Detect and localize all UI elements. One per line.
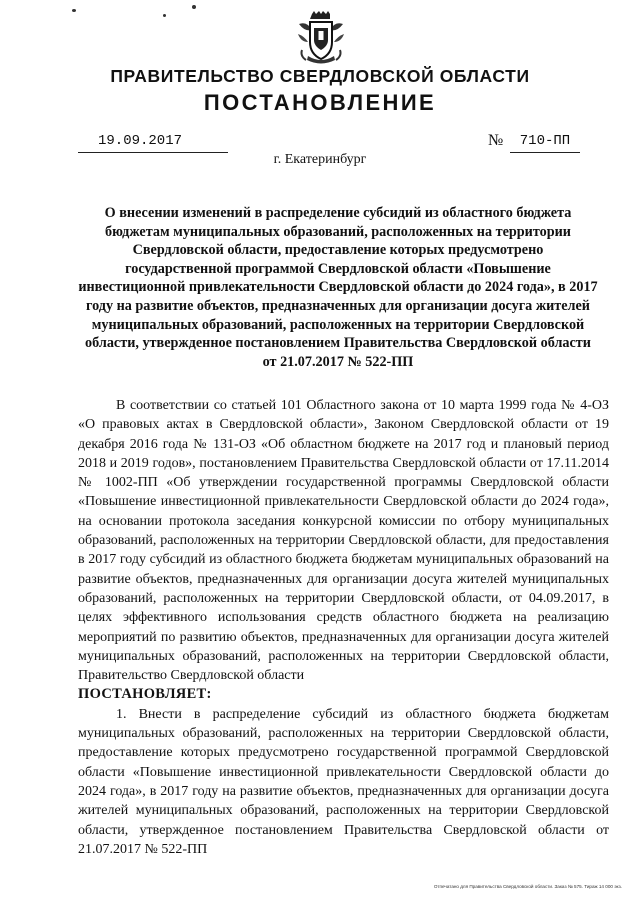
city-line: г. Екатеринбург bbox=[273, 152, 367, 167]
item-1-paragraph: 1. Внести в распределение субсидий из областного бюджета бюджетам муниципальных образований, расположенных на территории Свердловской области, предоставление которых предусмотрено государственной программой Свердловской области «Повышение инвестиционной привлекательности Свердловской области до 2024 года», в 2017 году на развитие объектов, предназначенных для организации досуга жителей муниципальных образований, расположенных на территории Свердловской области, утвержденное постановлением Правительства Свердловской области от 21.07.2017 № 522-ПП bbox=[78, 706, 609, 857]
date-field bbox=[78, 133, 228, 153]
decree-word: ПОСТАНОВЛЯЕТ: bbox=[78, 686, 212, 703]
government-title: ПРАВИТЕЛЬСТВО СВЕРДЛОВСКОЙ ОБЛАСТИ bbox=[110, 66, 530, 86]
preamble-paragraph: В соответствии со статьей 101 Областного закона от 10 марта 1999 года № 4-ОЗ «О правовых актах в Свердловской области», Законом Свердловской области от 19 декабря 2016 года № 131-ОЗ «Об областном бюджете на 2017 год и плановый период 2018 и 2019 годов», постановлением Правительства Свердловской области от 17.11.2014 № 1002-ПП «Об утверждении государственной программы Свердловской области «Повышение инвестиционной привлекательности Свердловской области до 2024 года», на основании протокола заседания конкурсной комиссии по отбору муниципальных образований, расположенных на территории Свердловской области, для предоставления в 2017 году субсидий из областного бюджета бюджетам муниципальных образований на развитие объектов, предназначенных для организации досуга жителей муниципальных образований, расположенных на территории Свердловской области, от 04.09.2017, в целях эффективного использования средств областного бюджета на реализацию мероприятий по развитию объектов, предназначенных для организации досуга жителей муниципальных образований, расположенных на территории Свердловской области, Правительство Свердловской области bbox=[78, 398, 609, 684]
scan-speck bbox=[163, 14, 166, 17]
document-number: 710-ПП bbox=[510, 133, 580, 153]
number-sign: № bbox=[488, 132, 504, 149]
scan-speck bbox=[192, 5, 196, 9]
document-type-title: ПОСТАНОВЛЕНИЕ bbox=[203, 90, 437, 115]
document-body bbox=[78, 396, 609, 859]
scan-speck bbox=[72, 9, 76, 12]
coat-of-arms-emblem bbox=[296, 10, 346, 66]
document-date: 19.09.2017 bbox=[98, 133, 183, 149]
document-subject-heading: О внесении изменений в распределение субсидий из областного бюджета бюджетам муниципальных образований, расположенных на территории Свердловской области, предоставление которых предусмотрено государственной программой Свердловской области «Повышение инвестиционной привлекательности Свердловской области до 2024 года», в 2017 году на развитие объектов, предназначенных для организации досуга жителей муниципальных образований, расположенных на территории Свердловской области, утвержденное постановлением Правительства Свердловской области от 21.07.2017 № 522-ПП bbox=[78, 205, 598, 370]
print-footer-note: Отпечатано для Правительства Свердловской области. Заказ № 575. Тираж 14 000 экз. bbox=[433, 884, 622, 889]
